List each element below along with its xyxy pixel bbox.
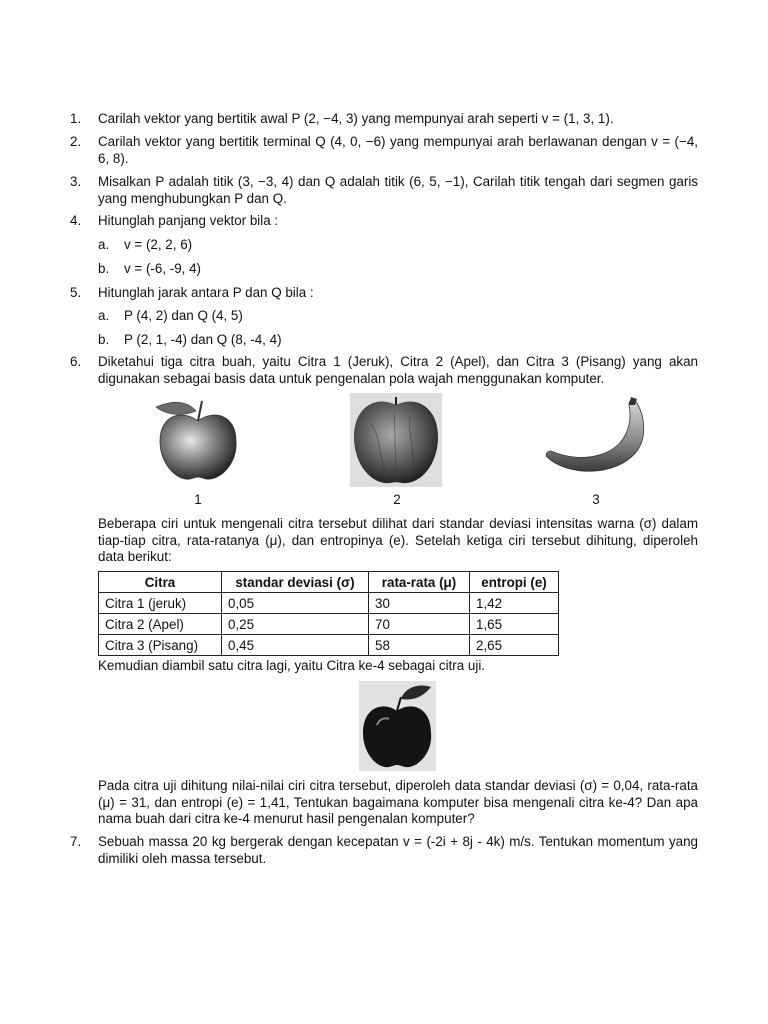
item-text: P (4, 2) dan Q (4, 5) (124, 308, 243, 323)
column-header: rata-rata (μ) (369, 572, 470, 593)
table-cell: 30 (369, 593, 470, 614)
banana-image (545, 395, 649, 479)
question-number: 1. (70, 111, 82, 126)
table-cell: 1,42 (470, 593, 559, 614)
table-cell: 70 (369, 614, 470, 635)
table-cell: 0,45 (222, 635, 369, 656)
table-row (99, 614, 559, 635)
table-cell: 1,65 (470, 614, 559, 635)
test-apple-image (359, 681, 436, 771)
table-row (99, 593, 559, 614)
test-question-paragraph: Pada citra uji dihitung nilai-nilai ciri citra tersebut, diperoleh data standar deviasi (σ) = 0,04, rata-rata (μ) = 31, dan entropi (e) = 1,41, Tentukan bagaimana komputer bisa mengenali citra ke-4? Dan apa nama buah dari citra ke-4 menurut hasil pengenalan komputer? (98, 778, 698, 826)
question-text: Misalkan P adalah titik (3, −3, 4) dan Q adalah titik (6, 5, −1), Carilah titik tengah dari segmen garis yang menghubungkan P dan Q. (98, 174, 698, 206)
question-number: 2. (70, 134, 82, 149)
figure-caption-1: 1 (194, 492, 202, 507)
item-text: v = (2, 2, 6) (124, 237, 193, 252)
test-image-paragraph: Kemudian diambil satu citra lagi, yaitu Citra ke-4 sebagai citra uji. (98, 658, 486, 673)
apple-image (152, 395, 244, 483)
question-text: Carilah vektor yang bertitik awal P (2, −4, 3) yang mempunyai arah seperti v = (1, 3, 1). (98, 111, 614, 126)
item-letter: b. (98, 261, 110, 276)
question-number: 4. (70, 213, 82, 228)
question-text: Hitunglah jarak antara P dan Q bila : (98, 285, 314, 300)
table-header-row (99, 572, 559, 593)
table-cell: 2,65 (470, 635, 559, 656)
item-text: P (2, 1, -4) dan Q (8, -4, 4) (124, 332, 282, 347)
question-text: Diketahui tiga citra buah, yaitu Citra 1 (Jeruk), Citra 2 (Apel), dan Citra 3 (Pisang) yang akan digunakan sebagai basis data untuk pengenalan pola wajah menggunakan komputer. (98, 354, 698, 386)
column-header: standar deviasi (σ) (222, 572, 369, 593)
question-text: Hitunglah panjang vektor bila : (98, 213, 279, 228)
question-number: 3. (70, 174, 82, 189)
table-cell: Citra 3 (Pisang) (99, 635, 222, 656)
column-header: Citra (99, 572, 222, 593)
question-number: 6. (70, 354, 82, 369)
question-number: 5. (70, 285, 82, 300)
table-row (99, 635, 559, 656)
table-cell: Citra 1 (jeruk) (99, 593, 222, 614)
old-apple-image (350, 393, 442, 487)
table-cell: 0,25 (222, 614, 369, 635)
item-letter: a. (98, 308, 110, 323)
question-text: Sebuah massa 20 kg bergerak dengan kecepatan v = (-2i + 8j - 4k) m/s. Tentukan momentum yang dimiliki oleh massa tersebut. (98, 834, 698, 866)
figure-caption-3: 3 (592, 492, 600, 507)
table-cell: 0,05 (222, 593, 369, 614)
figure-caption-2: 2 (393, 492, 401, 507)
question-number: 7. (70, 834, 82, 849)
column-header: entropi (e) (470, 572, 559, 593)
features-paragraph: Beberapa ciri untuk mengenali citra tersebut dilihat dari standar deviasi intensitas warna (σ) dalam tiap-tiap citra, rata-ratanya (μ), dan entropinya (e). Setelah ketiga ciri tersebut dihitung, diperoleh data berikut: (98, 516, 698, 564)
table-cell: 58 (369, 635, 470, 656)
item-letter: a. (98, 237, 110, 252)
features-table (98, 571, 559, 656)
table-cell: Citra 2 (Apel) (99, 614, 222, 635)
item-letter: b. (98, 332, 110, 347)
question-text: Carilah vektor yang bertitik terminal Q (4, 0, −6) yang mempunyai arah berlawanan dengan v = (−4, 6, 8). (98, 134, 698, 166)
item-text: v = (-6, -9, 4) (124, 261, 202, 276)
